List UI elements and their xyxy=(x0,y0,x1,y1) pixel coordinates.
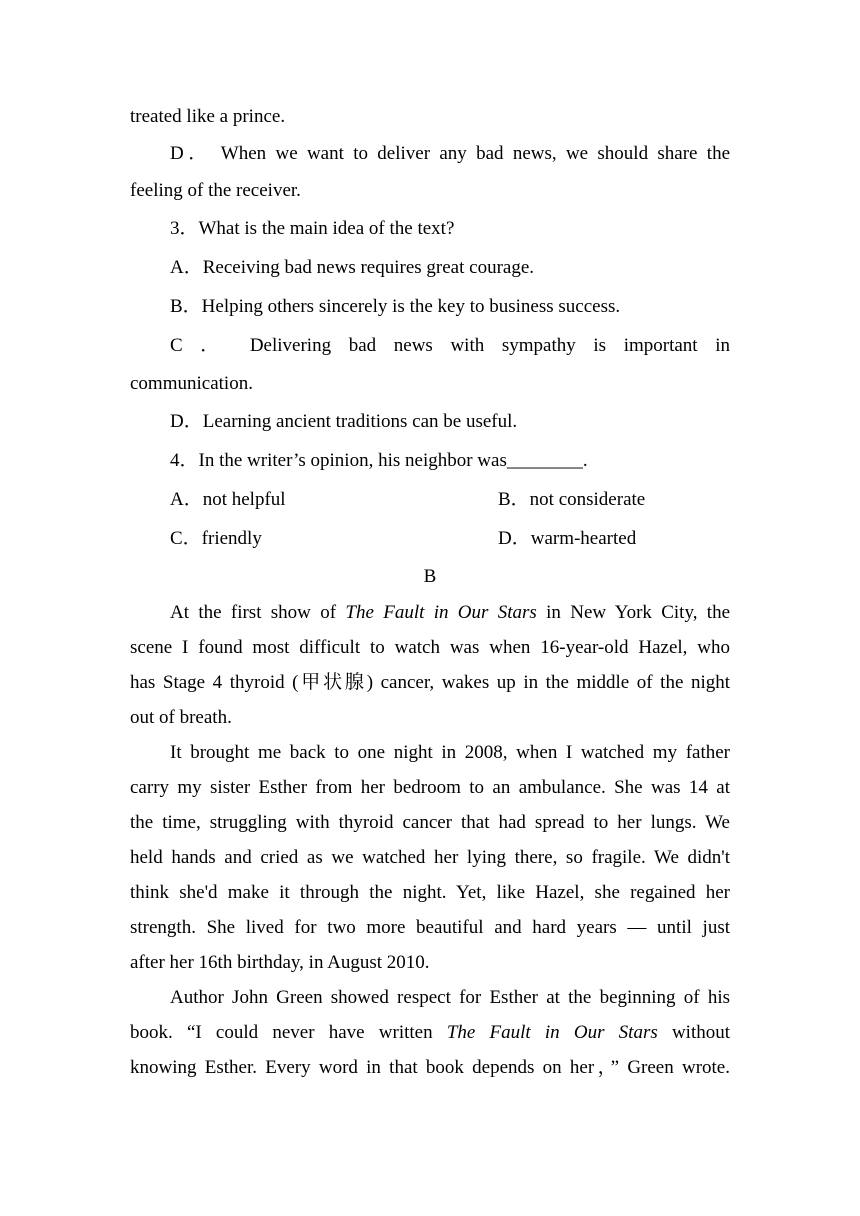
passage-p1-line4: out of breath. xyxy=(130,707,232,728)
book-title: The Fault in Our Stars xyxy=(345,602,537,623)
passage-p2-line4: held hands and cried as we watched her lying there, so fragile. We didn't xyxy=(130,847,730,868)
passage-p1-line2: scene I found most difficult to watch was when 16-year-old Hazel, who xyxy=(130,637,730,658)
book-title: The Fault in Our Stars xyxy=(446,1022,658,1043)
passage-p2-line5: think she'd make it through the night. Yet, like Hazel, she regained her xyxy=(130,882,730,903)
passage-p2-line3: the time, struggling with thyroid cancer that had spread to her lungs. We xyxy=(130,812,730,833)
passage-p3-line1: Author John Green showed respect for Esther at the beginning of his xyxy=(170,987,730,1008)
passage-p1-line1: At the first show of The Fault in Our Stars in New York City, the xyxy=(170,602,731,623)
passage-p2-line6: strength. She lived for two more beautiful and hard years — until just xyxy=(130,917,730,938)
passage-p2-line7: after her 16th birthday, in August 2010. xyxy=(130,952,430,973)
q4-options-row1 xyxy=(130,480,730,519)
section-heading: B xyxy=(423,566,437,587)
q4-option-b: B．not considerate xyxy=(498,489,646,510)
passage-p2-line1: It brought me back to one night in 2008, when I watched my father xyxy=(170,742,730,763)
q3-stem: 3．What is the main idea of the text? xyxy=(170,218,455,239)
q4-stem: 4．In the writer’s opinion, his neighbor was________. xyxy=(170,450,588,471)
q3-option-c-line2: communication. xyxy=(130,373,253,394)
q4-option-c: C．friendly xyxy=(170,528,262,549)
q4-options-row2 xyxy=(130,519,730,558)
q2-option-c-end: treated like a prince. xyxy=(130,106,286,127)
passage-p1-line3: has Stage 4 thyroid (甲状腺) cancer, wakes up in the middle of the night xyxy=(130,672,730,693)
q3-option-b: B．Helping others sincerely is the key to business success. xyxy=(170,296,621,317)
q2-option-d-line2: feeling of the receiver. xyxy=(130,180,301,201)
q2-option-d-line1: D． When we want to deliver any bad news, we should share the xyxy=(170,143,730,164)
q4-option-a: A．not helpful xyxy=(170,489,286,510)
document-page xyxy=(130,98,730,1085)
q3-option-d: D．Learning ancient traditions can be useful. xyxy=(170,411,518,432)
q4-option-d: D．warm-hearted xyxy=(498,528,637,549)
passage-p3-line3: knowing Esther. Every word in that book depends on her，” Green wrote. xyxy=(130,1057,730,1078)
passage-p3-line2: book. “I could never have written The Fault in Our Stars without xyxy=(130,1022,731,1043)
q3-option-c-line1: C ． Delivering bad news with sympathy is important in xyxy=(170,335,730,356)
q3-option-a: A．Receiving bad news requires great courage. xyxy=(170,257,535,278)
passage-p2-line2: carry my sister Esther from her bedroom to an ambulance. She was 14 at xyxy=(130,777,730,798)
